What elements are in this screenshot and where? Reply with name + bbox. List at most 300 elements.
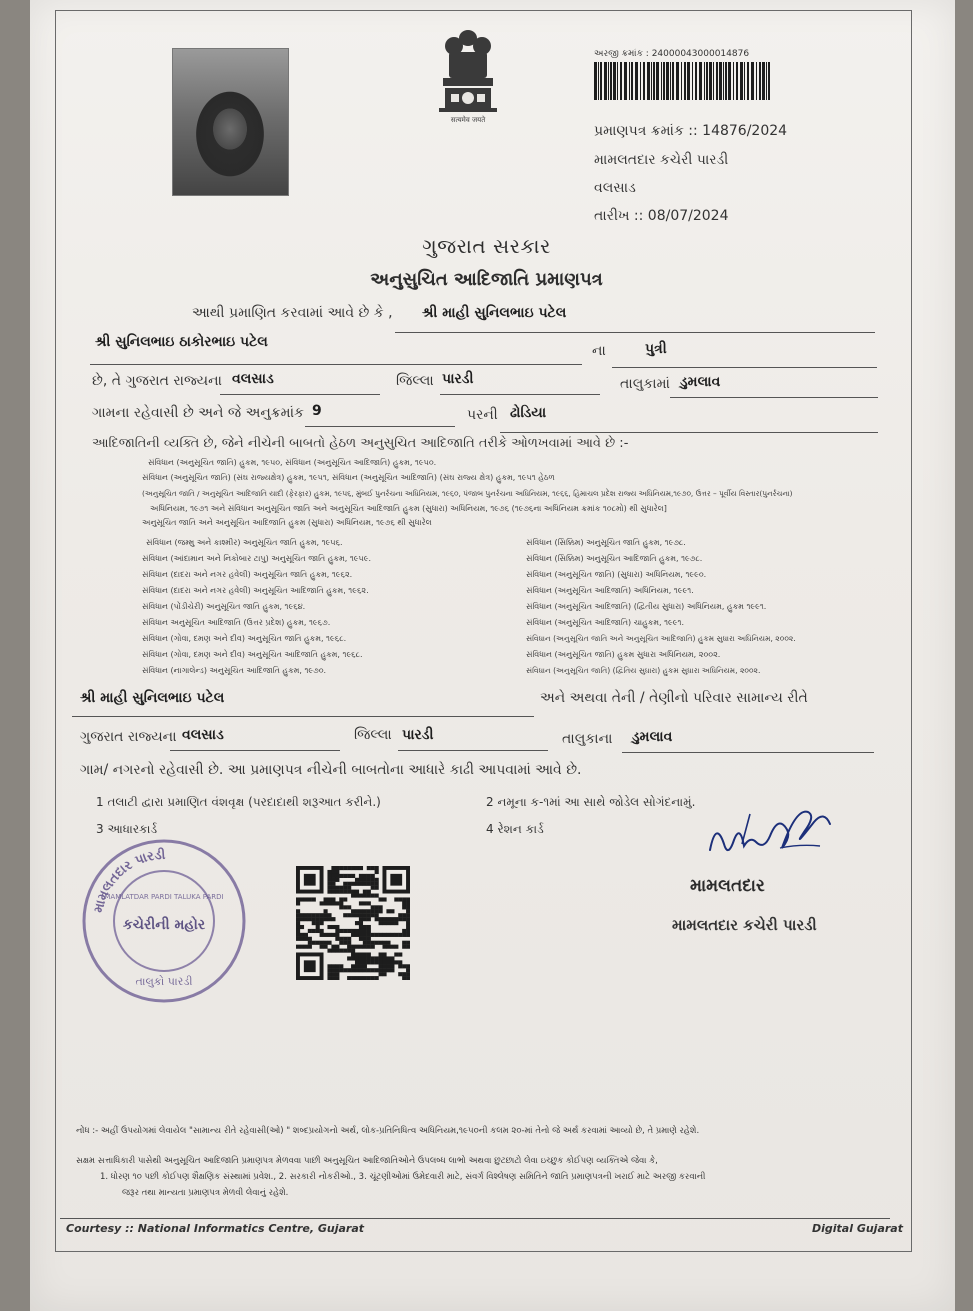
qr-module xyxy=(379,956,383,960)
qr-module xyxy=(359,878,363,882)
residence-village: ડુમલાવ xyxy=(632,729,673,745)
qr-module xyxy=(355,894,359,898)
office-seal-stamp xyxy=(80,837,248,1005)
qr-module xyxy=(339,964,343,968)
qr-module xyxy=(327,941,331,945)
qr-module xyxy=(390,917,394,921)
qr-module xyxy=(331,964,335,968)
qr-module xyxy=(296,901,300,905)
barcode-bar xyxy=(610,62,612,100)
qr-module xyxy=(347,945,351,949)
barcode-bar xyxy=(676,62,679,100)
qr-module xyxy=(386,941,390,945)
qr-module xyxy=(402,976,406,980)
qr-module xyxy=(382,956,386,960)
qr-module xyxy=(312,913,316,917)
father-name: શ્રી સુનિલભાઇ ઠાકોરભાઇ પટેલ xyxy=(95,334,268,350)
qr-module xyxy=(406,913,410,917)
qr-module xyxy=(331,968,335,972)
qr-module xyxy=(308,929,312,933)
barcode-bar xyxy=(681,62,682,100)
qr-module xyxy=(343,941,347,945)
qr-module xyxy=(386,964,390,968)
qr-module xyxy=(331,925,335,929)
barcode-bar xyxy=(661,62,662,100)
qr-module xyxy=(402,905,406,909)
qr-module xyxy=(406,897,410,901)
qr-module xyxy=(367,882,371,886)
qr-module xyxy=(351,964,355,968)
qr-module xyxy=(406,941,410,945)
order-left: સંવિધાન (આંદામાન અને નિકોબાર ટાપુ) અનુસૂચિત જાતિ હુકમ, ૧૯૫૯. xyxy=(142,554,372,563)
qr-module xyxy=(327,964,331,968)
qr-module xyxy=(375,909,379,913)
qr-module xyxy=(371,976,375,980)
barcode-bar xyxy=(692,62,693,100)
barcode-bar xyxy=(617,62,618,100)
qr-module xyxy=(355,913,359,917)
barcode-bar xyxy=(672,62,674,100)
qr-module xyxy=(320,945,324,949)
underline xyxy=(440,394,600,395)
qr-module xyxy=(402,897,406,901)
barcode-bar xyxy=(651,62,652,100)
qr-module xyxy=(355,921,359,925)
qr-module xyxy=(351,976,355,980)
qr-module xyxy=(371,968,375,972)
basis-sentence: ગામ/ નગરનો રહેવાસી છે. આ પ્રમાણપત્ર નીચેની બાબતોના આધારે કાઢી આપવામાં આવે છે. xyxy=(80,762,582,778)
qr-module xyxy=(367,890,371,894)
qr-module xyxy=(308,897,312,901)
qr-module xyxy=(296,897,300,901)
barcode-bar xyxy=(647,62,650,100)
qr-module xyxy=(398,964,402,968)
qr-module xyxy=(371,866,375,870)
qr-module xyxy=(386,956,390,960)
qr-module xyxy=(363,901,367,905)
qr-module xyxy=(331,949,335,953)
qr-module xyxy=(382,952,386,956)
qr-module xyxy=(296,929,300,933)
national-emblem-icon xyxy=(437,28,499,114)
qr-module xyxy=(371,874,375,878)
underline xyxy=(622,752,874,753)
qr-module xyxy=(347,937,351,941)
qr-module xyxy=(402,913,406,917)
qr-module xyxy=(331,874,335,878)
qr-module xyxy=(347,886,351,890)
barcode-bar xyxy=(629,62,630,100)
qr-module xyxy=(347,913,351,917)
qr-module xyxy=(390,945,394,949)
qr-module xyxy=(379,921,383,925)
qr-module xyxy=(371,960,375,964)
qr-finder xyxy=(304,960,316,972)
qr-module xyxy=(304,945,308,949)
district-value: વલસાડ xyxy=(232,371,274,387)
qr-module xyxy=(394,921,398,925)
qr-module xyxy=(363,956,367,960)
qr-module xyxy=(382,960,386,964)
qr-module xyxy=(339,929,343,933)
order-line: અધિનિયમ, ૧૯૭૧ અને સંવિધાન અનુસૂચિત જાતિ અને અનુસૂચિત આદિજાતિ હુકમ (સુધારા) અધિનિયમ, ૧૯૭૬ (૧૯૭૬ના અધિનિયમ ક્રમાંક ૧૦૮મો) થી સુધારેલ] xyxy=(150,504,667,513)
qr-module xyxy=(316,913,320,917)
issuing-office: મામલતદાર કચેરી પારડી xyxy=(594,152,729,168)
qr-module xyxy=(316,929,320,933)
barcode-bar xyxy=(766,62,767,100)
qr-module xyxy=(343,866,347,870)
qr-module xyxy=(335,929,339,933)
qr-module xyxy=(367,929,371,933)
qr-module xyxy=(296,913,300,917)
qr-module xyxy=(398,917,402,921)
qr-module xyxy=(375,917,379,921)
order-right: સંવિધાન (અનુસૂચિત આદિજાતિ) અધિનિયમ, ૧૯૯૧. xyxy=(526,586,694,595)
certificate-border xyxy=(55,10,912,1252)
qr-module xyxy=(367,866,371,870)
underline xyxy=(670,397,878,398)
qr-module xyxy=(406,976,410,980)
barcode-bar xyxy=(608,62,609,100)
emblem-motto: सत्यमेव जयते xyxy=(450,116,486,124)
barcode-bar xyxy=(733,62,734,100)
svg-text:મામલતદાર પારડી xyxy=(91,846,166,914)
order-left: સંવિધાન અનુસૂચિત આદિજાતિ (ઉત્તર પ્રદેશ) હુકમ, ૧૯૬૭. xyxy=(142,618,331,627)
qr-module xyxy=(327,886,331,890)
relation: પુત્રી xyxy=(645,341,667,357)
order-line: સંવિધાન (અનુસૂચિત જાતિ) હુકમ, ૧૯૫૦, સંવિધાન (અનુસૂચિત આદિજાતિ) હુકમ, ૧૯૫૦. xyxy=(148,458,437,467)
qr-module xyxy=(335,886,339,890)
qr-module xyxy=(331,897,335,901)
qr-module xyxy=(327,949,331,953)
qr-module xyxy=(359,937,363,941)
qr-module xyxy=(324,945,328,949)
family-text: અને અથવા તેની / તેણીનો પરિવાર સામાન્ય રીતે xyxy=(540,690,808,706)
qr-module xyxy=(296,945,300,949)
qr-module xyxy=(300,917,304,921)
qr-module xyxy=(355,882,359,886)
qr-module xyxy=(379,960,383,964)
qr-module xyxy=(320,901,324,905)
qr-module xyxy=(355,890,359,894)
qr-module xyxy=(375,882,379,886)
qr-module xyxy=(320,933,324,937)
qr-module xyxy=(367,952,371,956)
barcode-bar xyxy=(666,62,669,100)
qr-module xyxy=(308,945,312,949)
qr-module xyxy=(379,909,383,913)
qr-module xyxy=(339,866,343,870)
qr-module xyxy=(320,929,324,933)
qr-module xyxy=(394,897,398,901)
order-left: સંવિધાન (દાદરા અને નગર હવેલી) અનુસૂચિત આદિજાતિ હુકમ, ૧૯૬૨. xyxy=(142,586,369,595)
qr-module xyxy=(375,968,379,972)
barcode-bar xyxy=(716,62,718,100)
qr-module xyxy=(327,972,331,976)
document-item: 4 રેશન કાર્ડ xyxy=(486,822,544,836)
qr-module xyxy=(300,933,304,937)
qr-module xyxy=(363,890,367,894)
qr-module xyxy=(327,897,331,901)
qr-module xyxy=(343,949,347,953)
barcode-bar xyxy=(728,62,731,100)
qr-module xyxy=(343,886,347,890)
qr-module xyxy=(296,933,300,937)
qr-module xyxy=(324,901,328,905)
qr-module xyxy=(347,976,351,980)
qr-module xyxy=(367,909,371,913)
qr-module xyxy=(363,933,367,937)
note-line: જરૂર તથા માન્યતા પ્રમાણપત્ર મેળવી લેવાનું રહેશે. xyxy=(122,1188,289,1198)
qr-module xyxy=(304,897,308,901)
qr-module xyxy=(300,925,304,929)
barcode-bar xyxy=(643,62,645,100)
qr-module xyxy=(359,945,363,949)
barcode-bar xyxy=(736,62,738,100)
qr-module xyxy=(347,866,351,870)
qr-module xyxy=(363,976,367,980)
qr-module xyxy=(351,956,355,960)
qr-module xyxy=(367,913,371,917)
qr-module xyxy=(359,968,363,972)
qr-module xyxy=(394,945,398,949)
qr-module xyxy=(379,905,383,909)
district-label: જિલ્લા xyxy=(396,373,434,389)
village-value: ડુમલાવ xyxy=(680,374,721,390)
qr-module xyxy=(300,897,304,901)
qr-module xyxy=(382,917,386,921)
order-left: સંવિધાન (દાદરા અને નગર હવેલી) અનુસૂચિત જાતિ હુકમ, ૧૯૬૨. xyxy=(142,570,353,579)
order-right: સંવિધાન (સિક્કિમ) અનુસૂચિત જાતિ હુકમ, ૧૯૭૮. xyxy=(526,538,686,547)
document-item: 2 નમૂના ક-૧માં આ સાથે જોડેલ સોગંદનામું. xyxy=(486,795,696,809)
barcode-bar xyxy=(695,62,697,100)
qr-module xyxy=(335,890,339,894)
qr-module xyxy=(324,913,328,917)
qr-module xyxy=(367,901,371,905)
qr-module xyxy=(339,886,343,890)
barcode-bar xyxy=(699,62,702,100)
order-right: સંવિધાન (અનુસૂચિત આદિજાતિ) (દ્વિતીય સુધારા) અધિનિયમ, હુકમ ૧૯૯૧. xyxy=(526,602,767,611)
qr-module xyxy=(382,945,386,949)
barcode-bar xyxy=(604,62,607,100)
qr-module xyxy=(363,945,367,949)
qr-module xyxy=(367,933,371,937)
qr-module xyxy=(402,945,406,949)
qr-module xyxy=(367,925,371,929)
qr-module xyxy=(398,913,402,917)
qr-module xyxy=(331,878,335,882)
qr-module xyxy=(339,890,343,894)
barcode-bar xyxy=(600,62,602,100)
qr-module xyxy=(375,866,379,870)
qr-module xyxy=(320,913,324,917)
underline xyxy=(612,367,877,368)
qr-module xyxy=(304,917,308,921)
qr-module xyxy=(339,874,343,878)
qr-module xyxy=(398,972,402,976)
qr-module xyxy=(371,878,375,882)
of-tribe-label: પરની xyxy=(467,407,498,423)
qr-module xyxy=(382,933,386,937)
qr-module xyxy=(327,925,331,929)
qr-module xyxy=(379,933,383,937)
document-item: 1 તલાટી દ્વારા પ્રમાણિત વંશવૃક્ષ (પરદાદાથી શરૂઆત કરીને.) xyxy=(96,795,381,809)
qr-module xyxy=(343,937,347,941)
qr-module xyxy=(335,964,339,968)
qr-module xyxy=(367,956,371,960)
qr-module xyxy=(363,937,367,941)
qr-module xyxy=(375,894,379,898)
qr-module xyxy=(367,937,371,941)
qr-module xyxy=(386,921,390,925)
underline xyxy=(398,750,548,751)
qr-module xyxy=(327,976,331,980)
qr-module xyxy=(359,874,363,878)
qr-module xyxy=(402,933,406,937)
qr-module xyxy=(335,972,339,976)
qr-module xyxy=(359,976,363,980)
qr-module xyxy=(367,960,371,964)
qr-module xyxy=(406,901,410,905)
qr-module xyxy=(316,917,320,921)
qr-module xyxy=(308,913,312,917)
qr-module xyxy=(351,882,355,886)
digital-gujarat-text: Digital Gujarat xyxy=(812,1222,903,1235)
qr-module xyxy=(316,941,320,945)
qr-module xyxy=(335,933,339,937)
qr-module xyxy=(351,909,355,913)
underline xyxy=(220,394,380,395)
qr-module xyxy=(331,866,335,870)
qr-module xyxy=(367,874,371,878)
qr-module xyxy=(394,952,398,956)
qr-module xyxy=(367,917,371,921)
qr-module xyxy=(343,968,347,972)
qr-module xyxy=(351,933,355,937)
note-line: સક્ષમ સત્તાધિકારી પાસેથી અનુસૂચિત આદિજાતિ પ્રમાણપત્ર મેળવવા પાછી અનુસૂચિત આદિજાતિઓને ઉપલબ્ધ લાભો અથવા છુટછાટો લેવા ઇચ્છુક કોઈપણ વ્યક્તિએ જેવા કે, xyxy=(76,1156,658,1166)
qr-module xyxy=(296,937,300,941)
qr-module xyxy=(312,897,316,901)
qr-module xyxy=(371,933,375,937)
qr-module xyxy=(390,909,394,913)
qr-module xyxy=(363,929,367,933)
qr-module xyxy=(371,913,375,917)
qr-module xyxy=(390,968,394,972)
qr-module xyxy=(331,976,335,980)
qr-module xyxy=(335,949,339,953)
qr-module xyxy=(359,925,363,929)
qr-module xyxy=(382,921,386,925)
qr-module xyxy=(406,921,410,925)
qr-module xyxy=(390,956,394,960)
barcode-bar xyxy=(740,62,743,100)
barcode-bar xyxy=(598,62,599,100)
qr-module xyxy=(375,886,379,890)
qr-module xyxy=(312,917,316,921)
qr-module xyxy=(331,917,335,921)
qr-module xyxy=(371,945,375,949)
underline xyxy=(395,332,875,333)
certificate-title: અનુસુચિત આદિજાતિ પ્રમાણપત્ર xyxy=(370,269,603,290)
qr-module xyxy=(300,945,304,949)
qr-module xyxy=(398,933,402,937)
underline xyxy=(305,426,455,427)
qr-module xyxy=(355,956,359,960)
qr-module xyxy=(375,960,379,964)
issue-date: તારીખ :: 08/07/2024 xyxy=(594,208,729,224)
barcode-bar xyxy=(620,62,622,100)
qr-module xyxy=(394,960,398,964)
taluka-label: તાલુકામાં xyxy=(620,376,670,392)
qr-module xyxy=(390,933,394,937)
qr-module xyxy=(367,941,371,945)
qr-module xyxy=(402,972,406,976)
barcode-bar xyxy=(687,62,690,100)
qr-module xyxy=(359,901,363,905)
qr-module xyxy=(347,968,351,972)
order-left: સંવિધાન (ગોવા, દમણ અને દીવ) અનુસૂચિત જાતિ હુકમ, ૧૯૬૮. xyxy=(142,634,347,643)
qr-finder xyxy=(304,874,316,886)
qr-module xyxy=(331,870,335,874)
underline xyxy=(500,432,878,433)
qr-module xyxy=(316,921,320,925)
qr-module xyxy=(327,917,331,921)
qr-module xyxy=(331,933,335,937)
qr-module xyxy=(327,901,331,905)
qr-module xyxy=(339,901,343,905)
applicant-photo xyxy=(172,48,289,196)
qr-module xyxy=(327,968,331,972)
qr-module xyxy=(320,917,324,921)
qr-module xyxy=(406,933,410,937)
qr-module xyxy=(324,909,328,913)
tribe-name: ઢોડિયા xyxy=(510,405,547,421)
qr-module xyxy=(331,882,335,886)
qr-module xyxy=(390,964,394,968)
qr-module xyxy=(351,952,355,956)
qr-module xyxy=(406,964,410,968)
qr-module xyxy=(375,941,379,945)
seal-ring-text: મામલતદાર પારડી xyxy=(91,847,166,915)
qr-module xyxy=(335,976,339,980)
barcode-bar xyxy=(670,62,671,100)
barcode xyxy=(594,62,772,100)
qr-module xyxy=(327,882,331,886)
qr-module xyxy=(343,897,347,901)
barcode-bar xyxy=(613,62,616,100)
taluka-value: પારડી xyxy=(442,371,474,387)
barcode-bar xyxy=(640,62,641,100)
qr-module xyxy=(296,917,300,921)
qr-module xyxy=(339,941,343,945)
barcode-bar xyxy=(635,62,638,100)
qr-module xyxy=(359,921,363,925)
qr-module xyxy=(296,909,300,913)
qr-module xyxy=(355,866,359,870)
order-right: સંવિધાન (સિક્કિમ) અનુસૂચિત આદિજાતિ હુકમ, ૧૯૭૮. xyxy=(526,554,703,563)
qr-module xyxy=(367,968,371,972)
qr-module xyxy=(386,968,390,972)
qr-module xyxy=(379,917,383,921)
qr-module xyxy=(406,929,410,933)
order-line: અનુસૂચિત જાતિ અને અનુસૂચિત આદિજાતિ હુકમ (સુધારા) અધિનિયમ, ૧૯૭૬ થી સુધારેલ xyxy=(142,518,432,527)
resident-name: શ્રી માહી સુનિલભાઇ પટેલ xyxy=(80,690,225,706)
qr-module xyxy=(339,897,343,901)
qr-module xyxy=(363,894,367,898)
qr-module xyxy=(351,890,355,894)
qr-module xyxy=(379,952,383,956)
qr-module xyxy=(343,890,347,894)
